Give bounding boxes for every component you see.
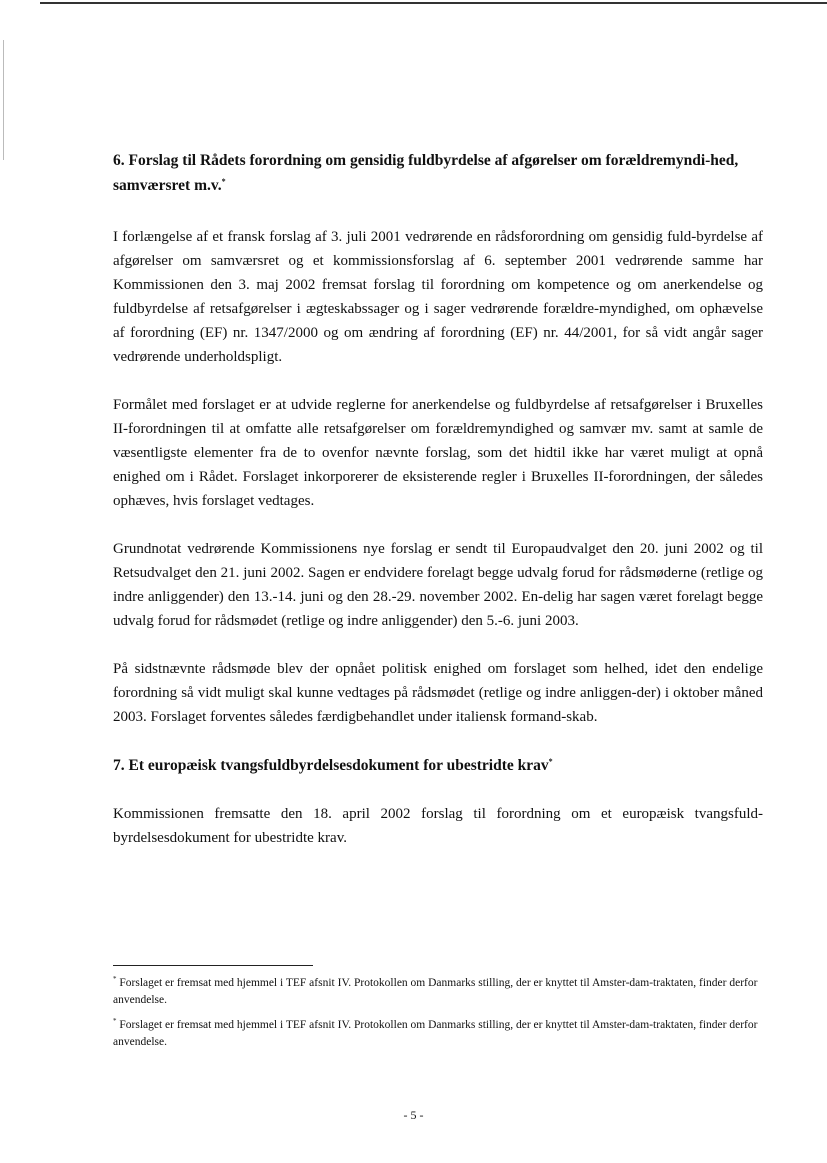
section-6-paragraph-1: I forlængelse af et fransk forslag af 3. juli 2001 vedrørende en rådsforordning om gensidig fuld-byrdelse af afgørelser om samværsret og et kommissionsforslag af 6. september 2001 vedrørende samme har Kommissionen den 3. maj 2002 fremsat forslag til forordning om kompetence og om anerkendelse og fuldbyrdelse af retsafgørelser i ægteskabssager og i sager vedrørende forældre-myndighed, om ophævelse af forordning (EF) nr. 1347/2000 og om ændring af forordning (EF) nr. 44/2001, for så vidt angår sager vedrørende underholdspligt. (113, 229, 763, 365)
section-6-paragraph-3: Grundnotat vedrørende Kommissionens nye forslag er sendt til Europaudvalget den 20. juni 2002 og til Retsudvalget den 21. juni 2002. Sagen er endvidere forelagt begge udvalg forud for rådsmøderne (retlige og indre anliggender) den 13.-14. juni og den 28.-29. november 2002. En-delig har sagen været forelagt begge udvalg forud for rådsmødet (retlige og indre anliggender) den 5.-6. juni 2003. (113, 541, 763, 629)
section-6-heading-text: 6. Forslag til Rådets forordning om gensidig fuldbyrdelse af afgørelser om forældremyndi-hed, samværsret m.v. (113, 152, 739, 194)
section-6-footnote-marker: * (221, 176, 226, 186)
footnote-divider (113, 965, 313, 966)
section-7-paragraph-1: Kommissionen fremsatte den 18. april 2002 forslag til forordning om et europæisk tvangsfuld-byrdelsesdokument for ubestridte krav. (113, 806, 763, 846)
footnotes (113, 975, 763, 1059)
section-6-paragraph-2: Formålet med forslaget er at udvide reglerne for anerkendelse og fuldbyrdelse af retsafgørelser i Bruxelles II-forordningen til at omfatte alle retsafgørelser om forældremyndighed og samvær mv. samt at samle de væsentligste elementer fra de to ovenfor nævnte forslag, som det hidtil ikke har været muligt at opnå enighed om i Rådet. Forslaget inkorporerer de eksisterende regler i Bruxelles II-forordningen, der således ophæves, hvis forslaget vedtages. (113, 397, 763, 509)
section-7-footnote-marker: * (548, 756, 553, 766)
section-6-paragraph-4: På sidstnævnte rådsmøde blev der opnået politisk enighed om forslaget som helhed, idet den endelige forordning så vidt muligt skal kunne vedtages på rådsmødet (retlige og indre anliggen-der) i oktober måned 2003. Forslaget forventes således færdigbehandlet under italiensk formand-skab. (113, 661, 763, 725)
footnote-2-text: Forslaget er fremsat med hjemmel i TEF afsnit IV. Protokollen om Danmarks stilling, der er knyttet til Amster-dam-traktaten, finder derfor anvendelse. (113, 1019, 758, 1048)
footnote-2 (113, 1017, 763, 1051)
section-6-heading (113, 148, 763, 198)
section-7-heading (113, 753, 763, 778)
footnote-1-text: Forslaget er fremsat med hjemmel i TEF afsnit IV. Protokollen om Danmarks stilling, der er knyttet til Amster-dam-traktaten, finder derfor anvendelse. (113, 977, 758, 1006)
scan-top-border (40, 2, 827, 4)
document-body (113, 148, 763, 874)
section-7-heading-text: 7. Et europæisk tvangsfuldbyrdelsesdokument for ubestridte krav (113, 757, 549, 774)
scan-left-edge (3, 40, 4, 160)
footnote-1-marker: * (113, 975, 117, 984)
footnote-1 (113, 975, 763, 1009)
page-number: - 5 - (403, 1108, 424, 1122)
footnote-2-marker: * (113, 1017, 117, 1026)
